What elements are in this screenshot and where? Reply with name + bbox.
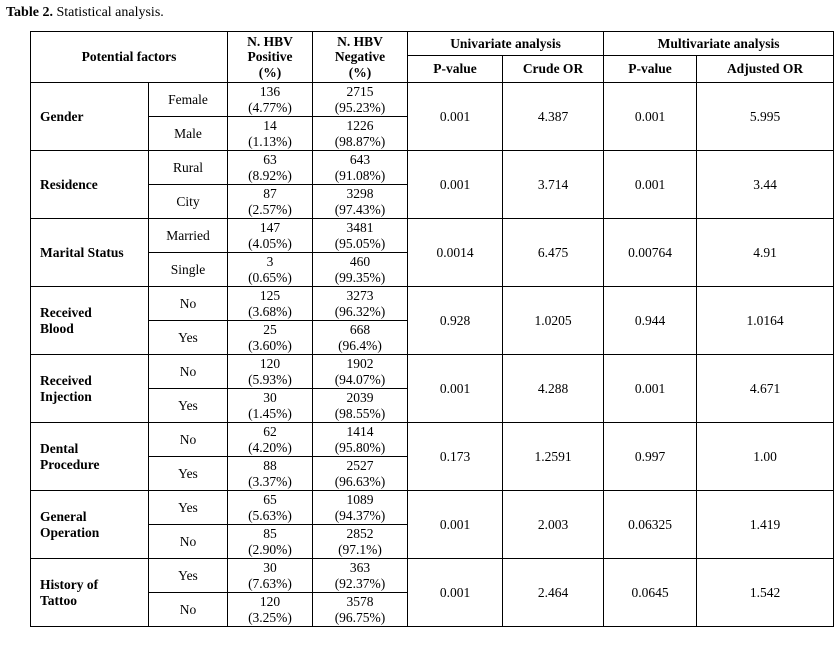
hbv-positive-cell-count: 125 bbox=[259, 288, 281, 303]
factor-label-line: Blood bbox=[40, 320, 74, 336]
header-hbv-positive bbox=[228, 32, 313, 83]
header-p-value-multivariate: P-value bbox=[604, 56, 697, 83]
factor-label-line: History of bbox=[40, 577, 99, 592]
subcategory-label: No bbox=[149, 593, 228, 627]
univariate-p-value: 0.928 bbox=[408, 287, 503, 355]
crude-or-value: 4.288 bbox=[503, 355, 604, 423]
table-row bbox=[31, 83, 834, 117]
hbv-negative-cell-count: 3578 bbox=[346, 594, 374, 609]
crude-or-value: 1.2591 bbox=[503, 423, 604, 491]
hbv-negative-cell bbox=[313, 185, 408, 219]
hbv-positive-cell bbox=[228, 321, 313, 355]
factor-label-line: Dental bbox=[40, 441, 79, 456]
factor-label-line: Tattoo bbox=[40, 592, 78, 608]
hbv-positive-cell-count: 30 bbox=[263, 560, 277, 575]
hbv-positive-cell-percent: (4.05%) bbox=[248, 235, 292, 251]
factor-label-line: Operation bbox=[40, 524, 100, 540]
univariate-p-value: 0.173 bbox=[408, 423, 503, 491]
hbv-positive-cell-percent: (3.68%) bbox=[248, 303, 292, 319]
header-hbv-negative bbox=[313, 32, 408, 83]
hbv-positive-cell-count: 25 bbox=[263, 322, 277, 337]
hbv-positive-cell-percent: (5.93%) bbox=[248, 371, 292, 387]
hbv-negative-cell-count: 2852 bbox=[346, 526, 374, 541]
subcategory-label: Yes bbox=[149, 389, 228, 423]
hbv-negative-cell bbox=[313, 559, 408, 593]
hbv-negative-cell bbox=[313, 457, 408, 491]
subcategory-label: Female bbox=[149, 83, 228, 117]
factor-cell bbox=[31, 491, 149, 559]
hbv-positive-cell bbox=[228, 219, 313, 253]
hbv-negative-cell-percent: (94.37%) bbox=[334, 507, 386, 523]
header-negative-line: N. HBV bbox=[337, 33, 383, 49]
adjusted-or-value: 3.44 bbox=[697, 151, 834, 219]
multivariate-p-value: 0.001 bbox=[604, 83, 697, 151]
factor-label-line: Received bbox=[40, 373, 92, 388]
subcategory-label: Rural bbox=[149, 151, 228, 185]
crude-or-value: 6.475 bbox=[503, 219, 604, 287]
hbv-negative-cell bbox=[313, 117, 408, 151]
hbv-positive-cell-count: 120 bbox=[259, 356, 281, 371]
adjusted-or-value: 5.995 bbox=[697, 83, 834, 151]
univariate-p-value: 0.0014 bbox=[408, 219, 503, 287]
subcategory-label: Married bbox=[149, 219, 228, 253]
hbv-negative-cell-count: 1226 bbox=[346, 118, 374, 133]
hbv-negative-cell-percent: (91.08%) bbox=[334, 167, 386, 183]
subcategory-label: No bbox=[149, 355, 228, 389]
hbv-positive-cell-count: 63 bbox=[263, 152, 277, 167]
hbv-positive-cell-count: 120 bbox=[259, 594, 281, 609]
hbv-negative-cell-percent: (94.07%) bbox=[334, 371, 386, 387]
hbv-negative-cell-count: 2039 bbox=[346, 390, 374, 405]
header-univariate-analysis: Univariate analysis bbox=[408, 32, 604, 56]
hbv-negative-cell bbox=[313, 219, 408, 253]
hbv-positive-cell-percent: (7.63%) bbox=[248, 575, 292, 591]
factor-label-line: Injection bbox=[40, 388, 92, 404]
crude-or-value: 3.714 bbox=[503, 151, 604, 219]
hbv-negative-cell-percent: (96.63%) bbox=[334, 473, 386, 489]
hbv-negative-cell-count: 460 bbox=[349, 254, 371, 269]
factor-label-line: General bbox=[40, 509, 87, 524]
multivariate-p-value: 0.944 bbox=[604, 287, 697, 355]
crude-or-value: 2.003 bbox=[503, 491, 604, 559]
subcategory-label: Yes bbox=[149, 559, 228, 593]
table-row bbox=[31, 219, 834, 253]
hbv-negative-cell bbox=[313, 287, 408, 321]
table-row bbox=[31, 151, 834, 185]
hbv-positive-cell-percent: (2.90%) bbox=[248, 541, 292, 557]
hbv-negative-cell-count: 1089 bbox=[346, 492, 374, 507]
table-body bbox=[31, 83, 834, 627]
hbv-positive-cell bbox=[228, 287, 313, 321]
factor-label-line: Received bbox=[40, 305, 92, 320]
adjusted-or-value: 4.671 bbox=[697, 355, 834, 423]
hbv-positive-cell-percent: (2.57%) bbox=[248, 201, 292, 217]
hbv-negative-cell-count: 3273 bbox=[346, 288, 374, 303]
hbv-positive-cell bbox=[228, 253, 313, 287]
hbv-positive-cell-percent: (5.63%) bbox=[248, 507, 292, 523]
subcategory-label: Single bbox=[149, 253, 228, 287]
factor-cell bbox=[31, 287, 149, 355]
factor-cell bbox=[31, 423, 149, 491]
table-row bbox=[31, 287, 834, 321]
hbv-negative-cell-percent: (98.87%) bbox=[334, 133, 386, 149]
hbv-positive-cell bbox=[228, 355, 313, 389]
hbv-positive-cell bbox=[228, 491, 313, 525]
adjusted-or-value: 1.542 bbox=[697, 559, 834, 627]
hbv-negative-cell bbox=[313, 253, 408, 287]
subcategory-label: No bbox=[149, 423, 228, 457]
table-caption bbox=[6, 5, 164, 21]
hbv-positive-cell-percent: (3.37%) bbox=[248, 473, 292, 489]
hbv-negative-cell bbox=[313, 151, 408, 185]
multivariate-p-value: 0.997 bbox=[604, 423, 697, 491]
hbv-positive-cell-percent: (4.20%) bbox=[248, 439, 292, 455]
hbv-negative-cell bbox=[313, 423, 408, 457]
hbv-negative-cell bbox=[313, 355, 408, 389]
hbv-positive-cell-count: 14 bbox=[263, 118, 277, 133]
hbv-positive-cell bbox=[228, 423, 313, 457]
hbv-positive-cell-percent: (8.92%) bbox=[248, 167, 292, 183]
multivariate-p-value: 0.001 bbox=[604, 355, 697, 423]
subcategory-label: No bbox=[149, 525, 228, 559]
header-negative-line: Negative bbox=[334, 49, 386, 65]
hbv-positive-cell bbox=[228, 525, 313, 559]
hbv-positive-cell-count: 62 bbox=[263, 424, 277, 439]
adjusted-or-value: 4.91 bbox=[697, 219, 834, 287]
hbv-positive-cell-count: 3 bbox=[266, 254, 274, 269]
header-adjusted-or: Adjusted OR bbox=[697, 56, 834, 83]
hbv-negative-cell-count: 1902 bbox=[346, 356, 374, 371]
hbv-negative-cell-percent: (95.80%) bbox=[334, 439, 386, 455]
hbv-positive-cell-percent: (3.25%) bbox=[248, 609, 292, 625]
factor-cell: Residence bbox=[31, 151, 149, 219]
multivariate-p-value: 0.00764 bbox=[604, 219, 697, 287]
hbv-negative-cell-count: 3298 bbox=[346, 186, 374, 201]
hbv-positive-cell bbox=[228, 83, 313, 117]
hbv-positive-cell bbox=[228, 185, 313, 219]
hbv-negative-cell-count: 2527 bbox=[346, 458, 374, 473]
univariate-p-value: 0.001 bbox=[408, 83, 503, 151]
hbv-positive-cell-percent: (1.45%) bbox=[248, 405, 292, 421]
header-positive-line: N. HBV bbox=[247, 33, 293, 49]
hbv-negative-cell bbox=[313, 83, 408, 117]
hbv-negative-cell bbox=[313, 389, 408, 423]
subcategory-label: City bbox=[149, 185, 228, 219]
hbv-negative-cell-percent: (99.35%) bbox=[334, 269, 386, 285]
hbv-positive-cell-count: 85 bbox=[263, 526, 277, 541]
table-row bbox=[31, 559, 834, 593]
multivariate-p-value: 0.0645 bbox=[604, 559, 697, 627]
statistical-analysis-table bbox=[30, 31, 834, 627]
hbv-positive-cell-count: 87 bbox=[263, 186, 277, 201]
hbv-positive-cell-percent: (4.77%) bbox=[248, 99, 292, 115]
hbv-negative-cell-percent: (95.05%) bbox=[334, 235, 386, 251]
header-potential-factors: Potential factors bbox=[31, 32, 228, 83]
hbv-negative-cell-count: 668 bbox=[349, 322, 371, 337]
factor-label-line: Procedure bbox=[40, 456, 100, 472]
header-crude-or: Crude OR bbox=[503, 56, 604, 83]
header-positive-line: Positive bbox=[247, 49, 293, 65]
caption-label: Table 2. bbox=[6, 5, 53, 20]
hbv-negative-cell-percent: (95.23%) bbox=[334, 99, 386, 115]
hbv-positive-cell bbox=[228, 151, 313, 185]
hbv-positive-cell-count: 147 bbox=[259, 220, 281, 235]
hbv-negative-cell-count: 363 bbox=[349, 560, 371, 575]
hbv-negative-cell-count: 3481 bbox=[346, 220, 374, 235]
hbv-negative-cell bbox=[313, 593, 408, 627]
hbv-positive-cell-percent: (3.60%) bbox=[248, 337, 292, 353]
hbv-positive-cell bbox=[228, 559, 313, 593]
factor-cell bbox=[31, 559, 149, 627]
table-row bbox=[31, 423, 834, 457]
subcategory-label: Yes bbox=[149, 321, 228, 355]
univariate-p-value: 0.001 bbox=[408, 559, 503, 627]
subcategory-label: Yes bbox=[149, 491, 228, 525]
univariate-p-value: 0.001 bbox=[408, 355, 503, 423]
hbv-negative-cell-percent: (96.4%) bbox=[338, 337, 382, 353]
header-negative-line: (%) bbox=[348, 64, 372, 80]
univariate-p-value: 0.001 bbox=[408, 491, 503, 559]
hbv-positive-cell bbox=[228, 593, 313, 627]
hbv-positive-cell bbox=[228, 389, 313, 423]
factor-cell bbox=[31, 355, 149, 423]
hbv-negative-cell bbox=[313, 321, 408, 355]
subcategory-label: Male bbox=[149, 117, 228, 151]
multivariate-p-value: 0.001 bbox=[604, 151, 697, 219]
hbv-negative-cell-percent: (96.32%) bbox=[334, 303, 386, 319]
header-positive-line: (%) bbox=[258, 64, 282, 80]
hbv-negative-cell-percent: (97.1%) bbox=[338, 541, 382, 557]
table-row bbox=[31, 491, 834, 525]
caption-text: Statistical analysis. bbox=[52, 5, 164, 20]
hbv-positive-cell-percent: (0.65%) bbox=[248, 269, 292, 285]
hbv-positive-cell-percent: (1.13%) bbox=[248, 133, 292, 149]
hbv-positive-cell-count: 65 bbox=[263, 492, 277, 507]
hbv-negative-cell-count: 643 bbox=[349, 152, 371, 167]
crude-or-value: 1.0205 bbox=[503, 287, 604, 355]
hbv-negative-cell-percent: (92.37%) bbox=[334, 575, 386, 591]
univariate-p-value: 0.001 bbox=[408, 151, 503, 219]
hbv-positive-cell bbox=[228, 457, 313, 491]
hbv-negative-cell bbox=[313, 525, 408, 559]
hbv-negative-cell-percent: (96.75%) bbox=[334, 609, 386, 625]
adjusted-or-value: 1.00 bbox=[697, 423, 834, 491]
table-row bbox=[31, 355, 834, 389]
adjusted-or-value: 1.419 bbox=[697, 491, 834, 559]
factor-cell: Gender bbox=[31, 83, 149, 151]
hbv-negative-cell-percent: (97.43%) bbox=[334, 201, 386, 217]
hbv-negative-cell-percent: (98.55%) bbox=[334, 405, 386, 421]
hbv-positive-cell-count: 88 bbox=[263, 458, 277, 473]
header-multivariate-analysis: Multivariate analysis bbox=[604, 32, 834, 56]
crude-or-value: 4.387 bbox=[503, 83, 604, 151]
hbv-negative-cell-count: 1414 bbox=[346, 424, 374, 439]
factor-cell: Marital Status bbox=[31, 219, 149, 287]
crude-or-value: 2.464 bbox=[503, 559, 604, 627]
subcategory-label: No bbox=[149, 287, 228, 321]
hbv-positive-cell-count: 30 bbox=[263, 390, 277, 405]
subcategory-label: Yes bbox=[149, 457, 228, 491]
header-p-value-univariate: P-value bbox=[408, 56, 503, 83]
hbv-negative-cell bbox=[313, 491, 408, 525]
multivariate-p-value: 0.06325 bbox=[604, 491, 697, 559]
adjusted-or-value: 1.0164 bbox=[697, 287, 834, 355]
hbv-positive-cell-count: 136 bbox=[259, 84, 281, 99]
hbv-positive-cell bbox=[228, 117, 313, 151]
hbv-negative-cell-count: 2715 bbox=[346, 84, 374, 99]
